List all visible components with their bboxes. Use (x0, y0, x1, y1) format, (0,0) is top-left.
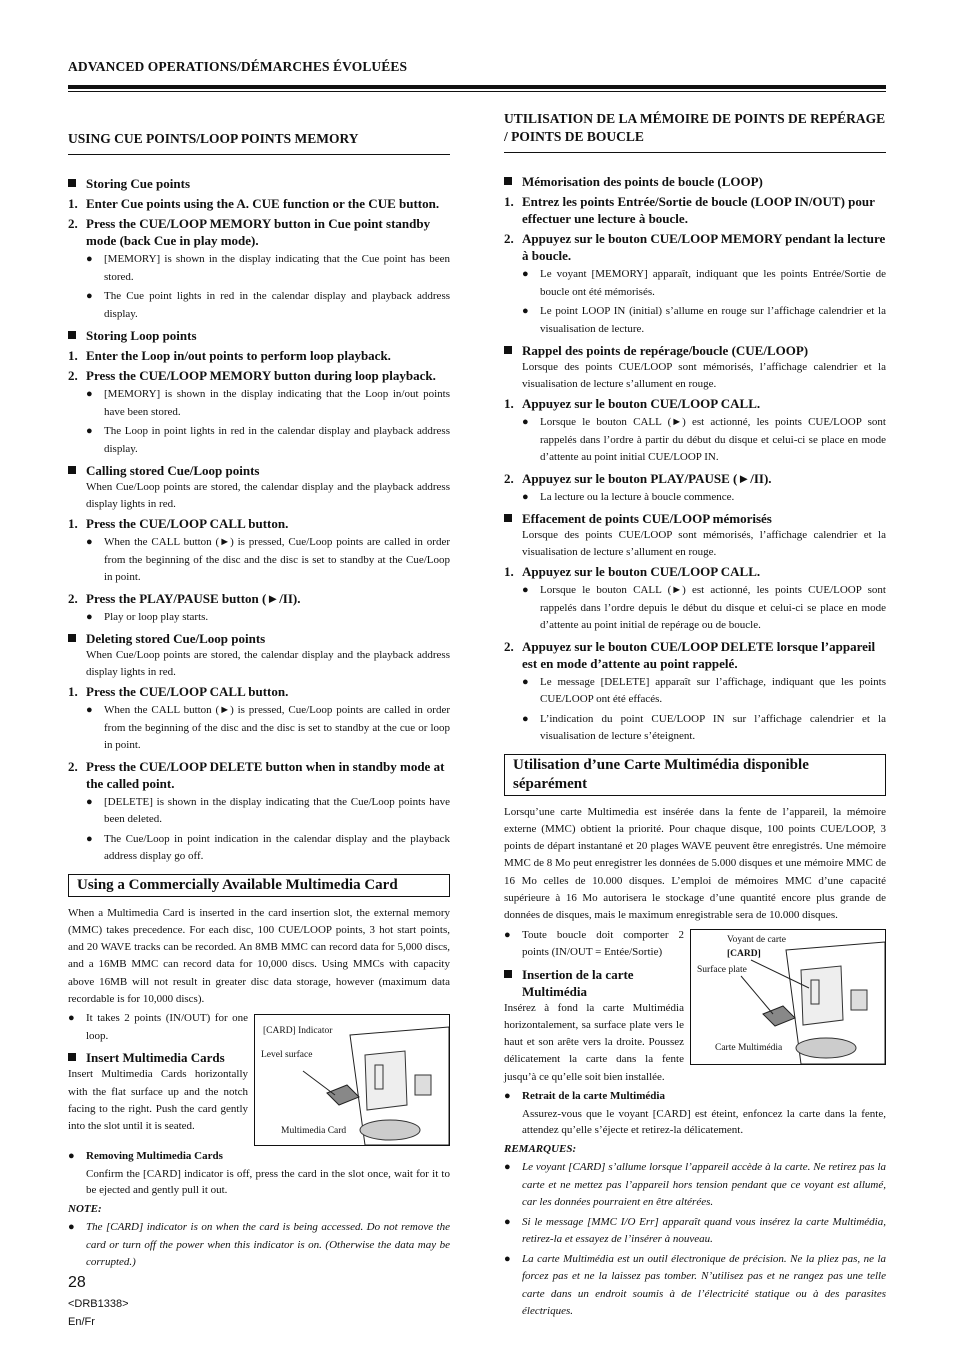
heading-memorisation: Mémorisation des points de boucle (LOOP) (504, 173, 886, 190)
note-heading: NOTE: (68, 1202, 102, 1215)
note-item: ● The [CARD] indicator is on when the card is being accessed. Do not remove the card or turn off the power when this indicator is on. (Otherwise the data may be corrupted.) (68, 1219, 450, 1272)
note-heading: REMARQUES: (504, 1142, 577, 1155)
bullet: ● Toute boucle doit comporter 2 points (IN/OUT = Entée/Sortie) (504, 927, 684, 962)
step (68, 683, 450, 700)
bullet: ● Lorsque le bouton CALL (►) est actionné, les points CUE/LOOP sont rappelés dans l’ordre depuis le début du disque et celui-ci se place en mode d’attente au point initial de repérage ou de boucle. (504, 582, 886, 635)
step (504, 638, 886, 672)
step-number: 1. (68, 196, 78, 211)
page-number: 28 (68, 1274, 86, 1291)
bullet: ● The Cue/Loop in point indication in the calendar display and the playback address display go off. (68, 831, 450, 866)
step-number: 2. (504, 638, 514, 654)
insert-text: Insérez à fond la carte Multimédia horizontalement, sa surface plate vers le haut et son arête vers la droite. Poussez délicatement la carte dans la fente jusqu’à ce qu’elle soit bien installée. (504, 1001, 684, 1083)
step (68, 515, 450, 532)
fig-label-voyant: Voyant de carte (727, 934, 786, 945)
heading-effacement: Effacement de points CUE/LOOP mémorisés (504, 510, 886, 527)
step-number: 2. (68, 216, 78, 231)
bullet: ● [MEMORY] is shown in the display indicating that the Loop in/out points have been stored. (68, 386, 450, 421)
step (68, 347, 450, 364)
step-number: 1. (68, 516, 78, 531)
header-rule (68, 85, 886, 89)
card-body: Lorsqu’une carte Multimedia est insérée dans la fente de l’appareil, la mémoire externe (MMC) obtient la priorité. Pour chaque disque, 100 points CUE/LOOP, 3 points de départ instantané et 20 plages WAVE peuvent être enregistrés. Une mémoire MMC de 8 Mo peut enregistrer les données de 5.000 disques et une mémoire MMC de 16 Mo celles de 10.000 disques. L’emploi de mémoires MMC d’une capacité supérieure à 16 Mo autorisera le stockage d’une quantité encore plus grande de données de disques, mais le maximum enregistrable sera de 10.000 disques. (504, 805, 886, 922)
lang-code: En/Fr (68, 1316, 95, 1328)
step-number: 1. (68, 348, 78, 363)
step-text: Appuyez sur le bouton CUE/LOOP DELETE lorsque l’appareil est en mode d’attente au point rappelé. (522, 638, 876, 671)
step-text: Press the CUE/LOOP CALL button. (86, 516, 289, 531)
step-text: Appuyez sur le bouton CUE/LOOP MEMORY pendant la lecture à boucle. (522, 231, 886, 263)
bullet: ● La lecture ou la lecture à boucle commence. (504, 489, 886, 507)
paragraph: Lorsque des points CUE/LOOP sont mémorisés, l’affichage calendrier et la visualisation de lecture s’allument en rouge. (522, 529, 886, 558)
step-number: 1. (504, 194, 514, 209)
step-text: Entrez les points Entrée/Sortie de boucle (LOOP IN/OUT) pour effectuer une lecture à boucle. (522, 194, 875, 226)
step-number: 2. (504, 231, 514, 246)
bullet: ● Lorsque le bouton CALL (►) est actionné, les points CUE/LOOP sont rappelés dans l’ordre à partir du début du disque et celui-ci se place en mode d’attente au point initial CUE/LOOP IN. (504, 414, 886, 467)
remove-text: Assurez-vous que le voyant [CARD] est éteint, enfoncez la carte dans la fente, attendez qu’elle s’éjecte et retirez-la délicatement. (522, 1107, 886, 1137)
heading-storing-cue: Storing Cue points (68, 175, 450, 192)
step-text: Appuyez sur le bouton PLAY/PAUSE (►/II). (522, 470, 772, 486)
step-number: 1. (504, 396, 514, 411)
step (68, 367, 450, 384)
step (504, 193, 886, 227)
step (68, 215, 450, 249)
section-title: USING CUE POINTS/LOOP POINTS MEMORY (68, 130, 450, 155)
fig-label-level: Level surface (261, 1050, 313, 1061)
step-number: 1. (68, 684, 78, 699)
paragraph: When Cue/Loop points are stored, the calendar display and the playback address display lights in red. (86, 649, 450, 678)
section-title: UTILISATION DE LA MÉMOIRE DE POINTS DE REPÉRAGE / POINTS DE BOUCLE (504, 110, 886, 153)
doc-code: <DRB1338> (68, 1298, 129, 1310)
bullet: ● [MEMORY] is shown in the display indicating that the Cue point has been stored. (68, 251, 450, 286)
heading-insertion: Insertion de la carte Multimédia (504, 966, 684, 1000)
paragraph: Lorsque des points CUE/LOOP sont mémorisés, l’affichage calendrier et la visualisation de lecture s’allument en rouge. (522, 361, 886, 390)
bullet: ● The Cue point lights in red in the calendar display and playback address display. (68, 288, 450, 323)
step-number: 2. (68, 590, 78, 606)
step-text: Appuyez sur le bouton CUE/LOOP CALL. (522, 396, 761, 411)
card-figure (254, 1014, 450, 1146)
fig-label-surface: Surface plate (697, 964, 747, 975)
bullet: ● L’indication du point CUE/LOOP IN sur l’affichage calendrier et la visualisation de lecture s’éteignent. (504, 711, 886, 746)
card-text (68, 1008, 248, 1146)
step (68, 195, 450, 212)
remove-heading: ● Retrait de la carte Multimédia (504, 1088, 886, 1106)
step-text: Press the CUE/LOOP CALL button. (86, 684, 289, 699)
step (68, 758, 450, 792)
fig-label-mmc: Carte Multimédia (715, 1042, 783, 1053)
step-number: 2. (504, 470, 514, 486)
heading-rappel: Rappel des points de repérage/boucle (CUE/LOOP) (504, 342, 886, 359)
bullet: ● It takes 2 points (IN/OUT) for one loop. (68, 1010, 248, 1045)
bullet: ● Le point LOOP IN (initial) s’allume en rouge sur l’affichage calendrier et la visualisation de lecture. (504, 303, 886, 338)
step (504, 470, 886, 487)
step-text: Press the PLAY/PAUSE button (►/II). (86, 590, 301, 606)
step-text: Press the CUE/LOOP MEMORY button during loop playback. (86, 368, 436, 383)
fig-label-card: [CARD] Indicator (263, 1026, 333, 1037)
header-rule-thin (68, 91, 886, 92)
fig-label-mmc: Multimedia Card (281, 1126, 347, 1137)
fig-label-card: [CARD] (727, 948, 761, 959)
card-text (504, 925, 684, 1086)
card-figure (690, 929, 886, 1065)
card-wrap (68, 1008, 450, 1146)
bullet: ● When the CALL button (►) is pressed, Cue/Loop points are called in order from the beginning of the disc and the disc is set to standby at the cue or loop in point. (68, 702, 450, 755)
step-text: Appuyez sur le bouton CUE/LOOP CALL. (522, 564, 761, 579)
step-text: Press the CUE/LOOP MEMORY button in Cue point standby mode (back Cue in play mode). (86, 216, 431, 248)
step (504, 563, 886, 580)
french-column (504, 110, 886, 1321)
heading-storing-loop: Storing Loop points (68, 327, 450, 344)
step-number: 2. (68, 758, 78, 774)
remove-text: Confirm the [CARD] indicator is off, press the card in the slot once, wait for it to be ejected and gently pull it out. (86, 1167, 450, 1197)
heading-deleting: Deleting stored Cue/Loop points (68, 630, 450, 647)
step-number: 1. (504, 564, 514, 579)
note-item: ● Si le message [MMC I/O Err] apparaît quand vous insérez la carte Multimédia, retirez-la et essayez de l’insérer à nouveau. (504, 1214, 886, 1249)
step-number: 2. (68, 368, 78, 383)
bullet: ● The Loop in point lights in red in the calendar display and playback address display. (68, 423, 450, 458)
page-header: ADVANCED OPERATIONS/DÉMARCHES ÉVOLUÉES (68, 59, 408, 74)
card-section-title: Utilisation d’une Carte Multimédia disponible séparément (504, 754, 886, 796)
heading-insert: Insert Multimedia Cards (68, 1049, 248, 1066)
card-section-title: Using a Commercially Available Multimedia Card (68, 874, 450, 897)
heading-calling: Calling stored Cue/Loop points (68, 462, 450, 479)
step (504, 395, 886, 412)
step (504, 230, 886, 264)
bullet: ● Le voyant [MEMORY] apparaît, indiquant que les points Entrée/Sortie de boucle ont été mémorisés. (504, 266, 886, 301)
bullet: ● [DELETE] is shown in the display indicating that the Cue/Loop points have been deleted. (68, 794, 450, 829)
paragraph: When Cue/Loop points are stored, the calendar display and the playback address display lights in red. (86, 481, 450, 510)
step-text: Press the CUE/LOOP DELETE button when in standby mode at the called point. (86, 758, 445, 791)
bullet: ● Play or loop play starts. (68, 609, 450, 627)
step-text: Enter the Loop in/out points to perform loop playback. (86, 348, 391, 363)
insert-text: Insert Multimedia Cards horizontally with the flat surface up and the notch facing to the right. Push the card gently into the slot until it is seated. (68, 1068, 248, 1133)
remove-heading: ● Removing Multimedia Cards (68, 1148, 450, 1166)
step-text: Enter Cue points using the A. CUE function or the CUE button. (86, 196, 440, 211)
bullet: ● Le message [DELETE] apparaît sur l’affichage, indiquant que les points CUE/LOOP ont été effacés. (504, 674, 886, 709)
card-wrap (504, 925, 886, 1086)
english-column (68, 130, 450, 1272)
step (68, 590, 450, 607)
bullet: ● When the CALL button (►) is pressed, Cue/Loop points are called in order from the beginning of the disc and the disc is set to standby at the Cue/Loop in point. (68, 534, 450, 587)
card-body: When a Multimedia Card is inserted in the card insertion slot, the external memory (MMC) takes precedence. For each disc, 100 CUE/LOOP points, 3 hot start points, and 20 WAVE tracks can be recorded. An 8MB MMC can record data for 5,000 discs, and a 16MB MMC can record data for 10,000 discs. Using MMCs with capacity above 16MB will not result in greater disc data storage, however (maximum data recordable is for 10,000 discs). (68, 906, 450, 1005)
note-item: ● Le voyant [CARD] s’allume lorsque l’appareil accède à la carte. Ne retirez pas la carte et ne mettez pas l’appareil hors tension pendant que ce voyant est allumé, car les données pourraient en être altérées. (504, 1159, 886, 1212)
note-item: ● La carte Multimédia est un outil électronique de précision. Ne la pliez pas, ne la forcez pas et ne la laissez pas tomber. N’utilisez pas et ne rangez pas une telle carte dans un endroit soumis à de l’électricité statique ou à des parasites électriques. (504, 1251, 886, 1321)
